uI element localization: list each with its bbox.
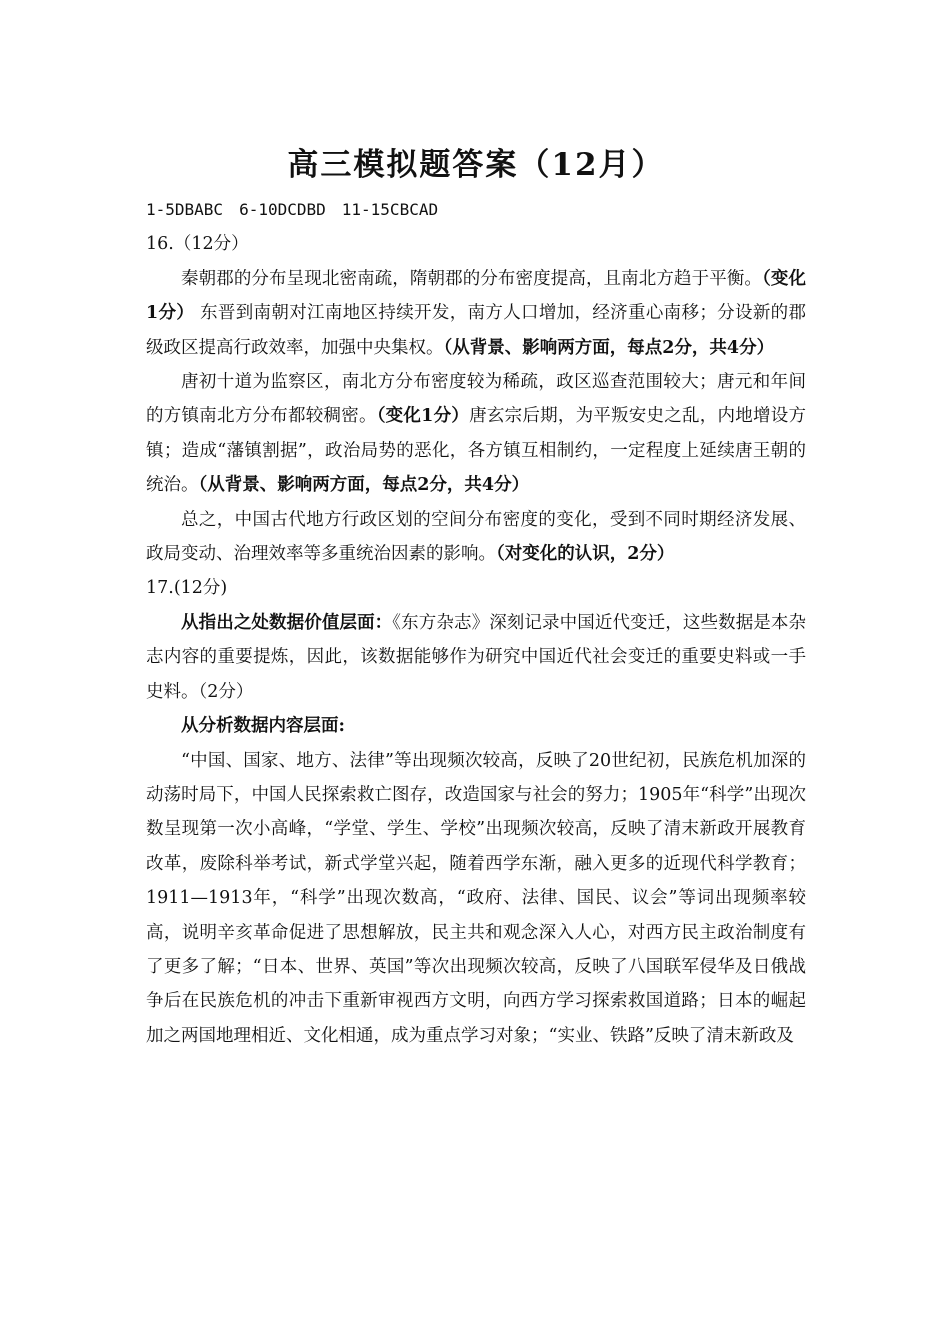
mc-answer-group-3: 11-15CBCAD [341, 200, 439, 219]
mc-answer-group-1: 1-5DBABC [146, 200, 224, 219]
q16-p2-score-change: （变化1分） [376, 406, 470, 427]
q16-p1-text: 秦朝郡的分布呈现北密南疏，隋朝郡的分布密度提高，且南北方趋于平衡。 [181, 268, 763, 289]
answer-body [146, 193, 806, 1053]
q16-paragraph-1 [146, 262, 806, 365]
q16-p3-text: 总之，中国古代地方行政区划的空间分布密度的变化，受到不同时期经济发展、政局变动、治理效率等多重统治因素的影响。 [146, 509, 806, 565]
q16-p1-score-change: （变化1分） [146, 268, 807, 324]
q16-p1-text-2: 东晋到南朝对江南地区持续开发，南方人口增加，经济重心南移；分设新的郡级政区提高行政效率，加强中央集权。 [146, 303, 806, 358]
q17-s2-label: 从分析数据内容层面: [181, 716, 345, 737]
q17-section-2-text: “中国、国家、地方、法律”等出现频次较高，反映了20世纪初，民族危机加深的动荡时局下，中国人民探索救亡图存，改造国家与社会的努力；1905年“科学”出现次数呈现第一次小高峰，“学堂、学生、学校”出现频次较高，反映了清末新政开展教育改革，废除科举考试，新式学堂兴起，随着西学东渐，融入更多的近现代科学教育；1911—1913年，“科学”出现次数高，“政府、法律、国民、议会”等词出现频率较高，说明辛亥革命促进了思想解放，民主共和观念深入人心，对西方民主政治制度有了更多了解；“日本、世界、英国”等次出现频次较高，反映了八国联军侵华及日俄战争后在民族危机的冲击下重新审视西方文明，向西方学习探索救国道路；日本的崛起加之两国地理相近、文化相通，成为重点学习对象；“实业、铁路”反映了清末新政及 [146, 750, 806, 1046]
q16-p3-score: （对变化的认识，2分） [496, 544, 675, 565]
q17-s1-label: 从指出之处数据价值层面： [181, 612, 393, 633]
q17-header: 17.(12分) [146, 578, 228, 599]
mc-answer-group-2: 6-10DCDBD [239, 200, 326, 219]
multiple-choice-answers [146, 193, 806, 227]
q17-section-1 [146, 606, 806, 709]
q16-paragraph-2 [146, 365, 806, 503]
q16-paragraph-3 [146, 503, 806, 572]
q16-p2-score-background: （从背景、影响两方面，每点2分，共4分） [198, 475, 530, 496]
q16-p1-score-background: （从背景、影响两方面，每点2分，共4分） [443, 337, 775, 358]
q16-p2-text-2: 唐玄宗后期，为平叛安史之乱，内地增设方镇；造成“藩镇割据”，政治局势的恶化，各方镇互相制约，一定程度上延续唐王朝的统治。 [146, 406, 807, 496]
q16-header: 16.（12分） [146, 234, 249, 255]
q16-p2-text: 唐初十道为监察区，南北方分布密度较为稀疏，政区巡查范围较大；唐元和年间的方镇南北方分布都较稠密。 [146, 372, 806, 427]
page-title: 高三模拟题答案（12月） [287, 147, 665, 183]
q17-section-2-label-line [146, 709, 806, 743]
q17-s1-text: 《东方杂志》深刻记录中国近代变迁，这些数据是本杂志内容的重要提炼，因此，该数据能够作为研究中国近代社会变迁的重要史料或一手史料。（2分） [146, 612, 807, 702]
